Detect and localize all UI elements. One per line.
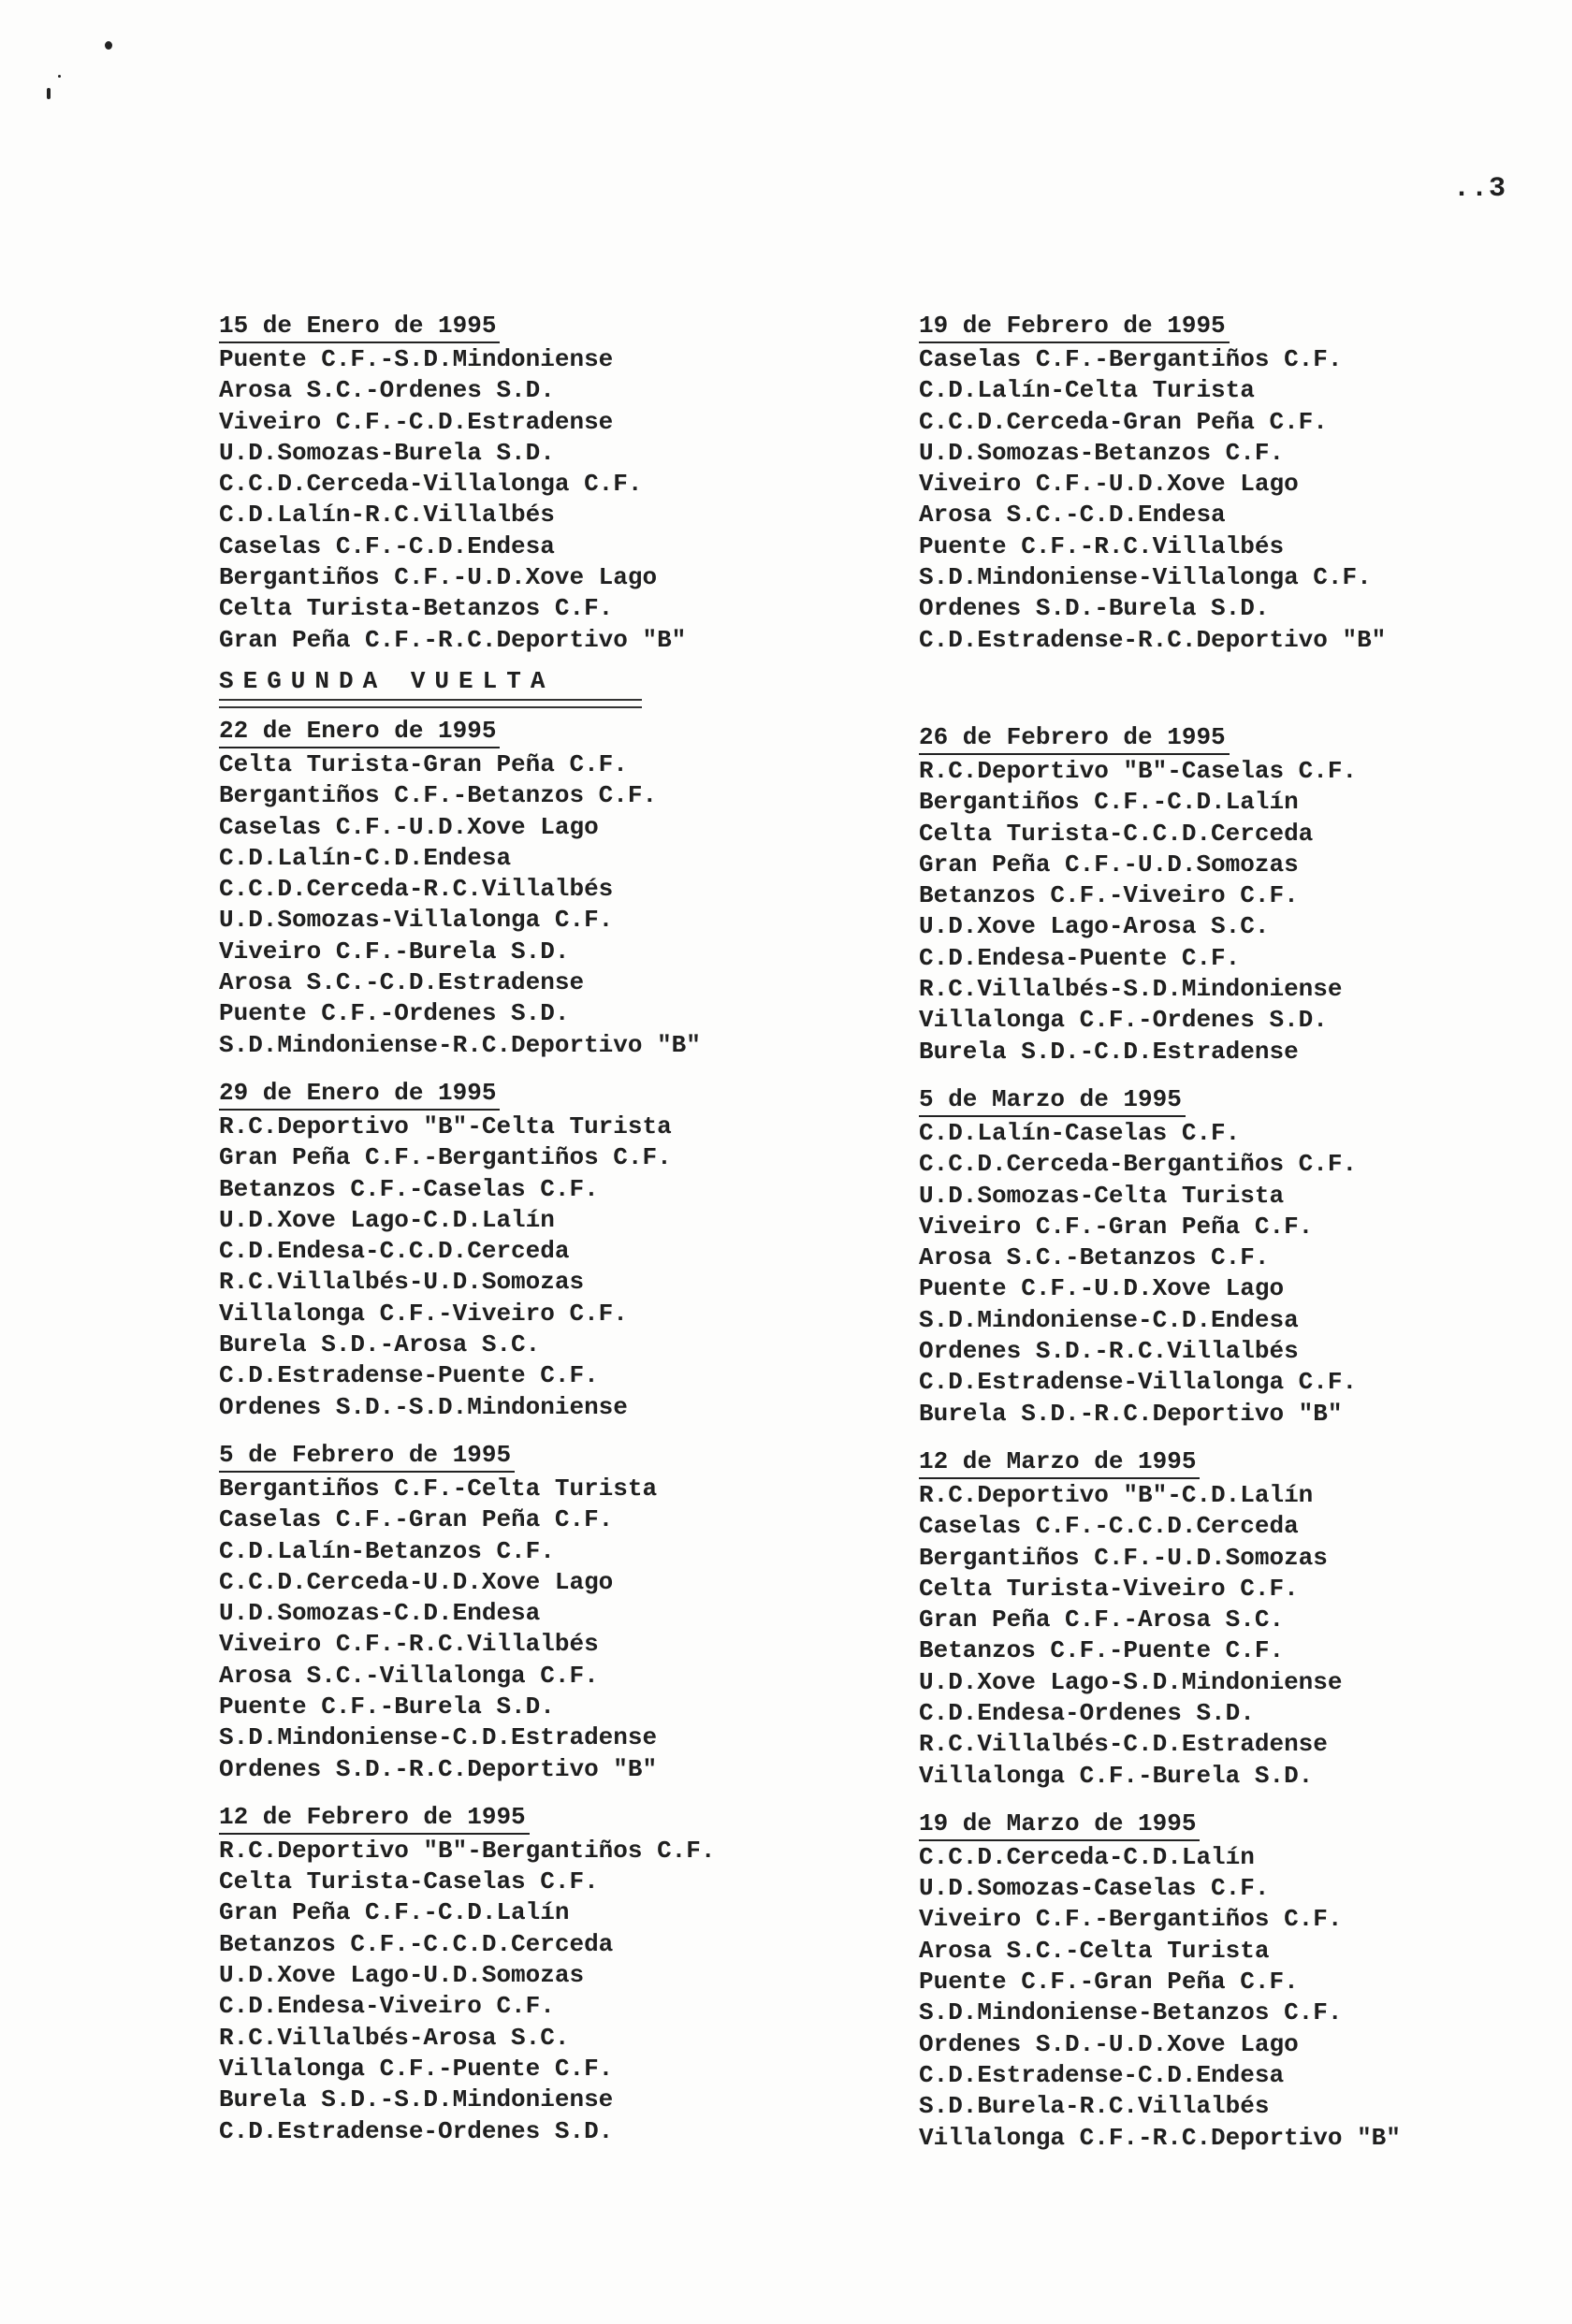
match-line: U.D.Xove Lago-U.D.Somozas [219,1961,585,1990]
match-line: Arosa S.C.-Betanzos C.F. [919,1243,1270,1272]
match-line: Puente C.F.-Gran Peña C.F. [919,1968,1299,1997]
match-line: Ordenes S.D.-R.C.Deportivo "B" [219,1754,658,1783]
match-line: Gran Peña C.F.-C.D.Lalín [219,1898,570,1927]
match-line: U.D.Xove Lago-C.D.Lalín [219,1205,555,1234]
match-line: Puente C.F.-S.D.Mindoniense [219,345,614,373]
match-line: U.D.Somozas-C.D.Endesa [219,1599,541,1628]
match-line: C.C.D.Cerceda-U.D.Xove Lago [219,1567,614,1596]
match-line: C.D.Estradense-Ordenes S.D. [219,2116,614,2145]
right-column [919,311,1518,2154]
match-line: C.D.Lalín-Caselas C.F. [919,1118,1241,1147]
round-block [919,1808,1518,2154]
match-line: C.C.D.Cerceda-Gran Peña C.F. [919,407,1328,436]
match-line: S.D.Burela-R.C.Villalbés [919,2092,1270,2121]
match-line: C.D.Lalín-Betanzos C.F. [219,1536,555,1565]
spacer [919,656,1518,722]
match-line: C.D.Endesa-C.C.D.Cerceda [219,1237,570,1266]
match-line: Burela S.D.-Arosa S.C. [219,1330,541,1359]
match-line: Ordenes S.D.-U.D.Xove Lago [919,2029,1299,2058]
match-line: Viveiro C.F.-Burela S.D. [219,937,570,966]
match-line: Celta Turista-Betanzos C.F. [219,594,614,623]
match-line: U.D.Somozas-Betanzos C.F. [919,438,1285,467]
match-line: Celta Turista-C.C.D.Cerceda [919,819,1314,848]
match-line: Arosa S.C.-Ordenes S.D. [219,376,555,405]
round-block [919,1446,1518,1792]
match-line: S.D.Mindoniense-Villalonga C.F. [919,563,1372,592]
match-line: Viveiro C.F.-U.D.Xove Lago [919,470,1299,499]
match-line: C.C.D.Cerceda-Bergantiños C.F. [919,1150,1358,1179]
round-date: 12 de Febrero de 1995 [219,1802,530,1835]
round-block [219,1440,818,1785]
match-line: Villalonga C.F.-Viveiro C.F. [219,1299,628,1328]
match-line: C.D.Estradense-C.D.Endesa [919,2060,1285,2089]
match-line: S.D.Mindoniense-C.D.Estradense [219,1723,658,1752]
match-line: Bergantiños C.F.-Celta Turista [219,1474,658,1503]
match-line: Celta Turista-Gran Peña C.F. [219,749,628,778]
ink-speck [58,75,61,78]
match-line: Caselas C.F.-C.C.D.Cerceda [919,1512,1299,1541]
match-line: Villalonga C.F.-R.C.Deportivo "B" [919,2123,1401,2152]
match-line: R.C.Deportivo "B"-Celta Turista [219,1111,672,1140]
round-date: 26 de Febrero de 1995 [919,722,1230,755]
round-date: 29 de Enero de 1995 [219,1078,500,1111]
match-line: Bergantiños C.F.-U.D.Xove Lago [219,563,658,592]
match-line: R.C.Villalbés-U.D.Somozas [219,1268,585,1297]
match-line: R.C.Deportivo "B"-Caselas C.F. [919,756,1358,785]
spacer [219,1785,818,1802]
match-line: Puente C.F.-U.D.Xove Lago [919,1274,1285,1303]
match-line: Betanzos C.F.-Viveiro C.F. [919,881,1299,910]
match-line: Ordenes S.D.-S.D.Mindoniense [219,1392,628,1421]
round-date: 22 de Enero de 1995 [219,716,500,748]
match-line: C.C.D.Cerceda-Villalonga C.F. [219,470,643,499]
match-line: Betanzos C.F.-Puente C.F. [919,1636,1285,1665]
match-line: U.D.Somozas-Celta Turista [919,1181,1285,1210]
match-line: Arosa S.C.-Celta Turista [919,1936,1270,1965]
match-line: C.D.Endesa-Ordenes S.D. [919,1698,1255,1727]
round-date: 5 de Marzo de 1995 [919,1084,1186,1117]
round-date: 19 de Febrero de 1995 [919,311,1230,343]
double-underline [219,699,642,708]
match-line: S.D.Mindoniense-C.D.Endesa [919,1305,1299,1334]
match-line: C.D.Lalín-Celta Turista [919,376,1255,405]
match-line: Gran Peña C.F.-U.D.Somozas [919,850,1299,879]
match-line: Viveiro C.F.-C.D.Estradense [219,407,614,436]
match-line: R.C.Villalbés-C.D.Estradense [919,1730,1328,1759]
match-line: Caselas C.F.-Bergantiños C.F. [919,345,1343,373]
ink-speck [47,88,51,99]
round-block [919,722,1518,1068]
match-line: Puente C.F.-Burela S.D. [219,1692,555,1721]
match-line: C.C.D.Cerceda-R.C.Villalbés [219,875,614,904]
match-line: Caselas C.F.-U.D.Xove Lago [219,812,599,841]
match-line: Betanzos C.F.-C.C.D.Cerceda [219,1929,614,1958]
match-line: Arosa S.C.-Villalonga C.F. [219,1661,599,1690]
spacer [219,1423,818,1440]
spacer [219,1061,818,1078]
match-line: U.D.Somozas-Burela S.D. [219,438,555,467]
match-line: S.D.Mindoniense-R.C.Deportivo "B" [219,1030,701,1059]
match-line: Puente C.F.-Ordenes S.D. [219,999,570,1028]
match-line: C.D.Estradense-Puente C.F. [219,1361,599,1390]
round-date: 15 de Enero de 1995 [219,311,500,343]
match-line: Caselas C.F.-C.D.Endesa [219,531,555,560]
round-block [919,311,1518,656]
match-line: Villalonga C.F.-Burela S.D. [919,1761,1314,1790]
match-line: R.C.Villalbés-Arosa S.C. [219,2023,570,2052]
match-line: Bergantiños C.F.-U.D.Somozas [919,1543,1328,1572]
match-line: Puente C.F.-R.C.Villalbés [919,531,1285,560]
round-date: 12 de Marzo de 1995 [919,1446,1200,1479]
match-line: Viveiro C.F.-Gran Peña C.F. [919,1212,1314,1241]
match-line: Betanzos C.F.-Caselas C.F. [219,1174,599,1203]
match-line: Villalonga C.F.-Puente C.F. [219,2054,614,2083]
match-line: Arosa S.C.-C.D.Endesa [919,501,1226,530]
match-line: U.D.Somozas-Caselas C.F. [919,1874,1270,1903]
match-line: Gran Peña C.F.-R.C.Deportivo "B" [219,625,687,654]
round-date: 19 de Marzo de 1995 [919,1808,1200,1841]
left-column [219,311,818,2147]
match-line: Arosa S.C.-C.D.Estradense [219,968,585,997]
match-line: Burela S.D.-C.D.Estradense [919,1037,1299,1066]
spacer [919,1430,1518,1446]
match-line: C.D.Estradense-Villalonga C.F. [919,1368,1358,1397]
round-block [219,1078,818,1423]
spacer [919,1792,1518,1808]
round-block [219,311,818,656]
section-heading: SEGUNDA VUELTA [219,666,555,695]
round-block [919,1084,1518,1430]
match-line: Celta Turista-Viveiro C.F. [919,1574,1299,1603]
match-line: U.D.Somozas-Villalonga C.F. [219,906,614,935]
match-line: C.D.Endesa-Puente C.F. [919,943,1241,972]
match-line: Burela S.D.-R.C.Deportivo "B" [919,1399,1343,1428]
match-line: Gran Peña C.F.-Bergantiños C.F. [219,1143,672,1172]
round-date: 5 de Febrero de 1995 [219,1440,515,1473]
round-block [219,716,818,1061]
match-line: Ordenes S.D.-Burela S.D. [919,594,1270,623]
match-line: Ordenes S.D.-R.C.Villalbés [919,1337,1299,1366]
match-line: Bergantiños C.F.-Betanzos C.F. [219,781,658,810]
spacer [919,1068,1518,1084]
match-line: Caselas C.F.-Gran Peña C.F. [219,1505,614,1534]
match-line: C.D.Estradense-R.C.Deportivo "B" [919,625,1387,654]
match-line: Gran Peña C.F.-Arosa S.C. [919,1605,1285,1634]
match-line: S.D.Mindoniense-Betanzos C.F. [919,1998,1343,2027]
match-line: Bergantiños C.F.-C.D.Lalín [919,788,1299,817]
match-line: R.C.Deportivo "B"-C.D.Lalín [919,1480,1314,1509]
match-line: C.C.D.Cerceda-C.D.Lalín [919,1842,1255,1871]
match-line: C.D.Lalín-C.D.Endesa [219,843,512,872]
match-line: U.D.Xove Lago-S.D.Mindoniense [919,1667,1343,1696]
ink-speck [105,41,112,50]
match-line: Celta Turista-Caselas C.F. [219,1867,599,1896]
match-line: Burela S.D.-S.D.Mindoniense [219,2085,614,2114]
match-line: Viveiro C.F.-Bergantiños C.F. [919,1905,1343,1934]
match-line: R.C.Villalbés-S.D.Mindoniense [919,975,1343,1004]
match-line: Villalonga C.F.-Ordenes S.D. [919,1006,1328,1035]
match-line: C.D.Endesa-Viveiro C.F. [219,1992,555,2021]
page-number: ..3 [1452,173,1506,205]
match-line: C.D.Lalín-R.C.Villalbés [219,501,555,530]
match-line: Viveiro C.F.-R.C.Villalbés [219,1630,599,1659]
round-block [219,1802,818,2147]
match-line: U.D.Xove Lago-Arosa S.C. [919,912,1270,941]
match-line: R.C.Deportivo "B"-Bergantiños C.F. [219,1836,716,1865]
